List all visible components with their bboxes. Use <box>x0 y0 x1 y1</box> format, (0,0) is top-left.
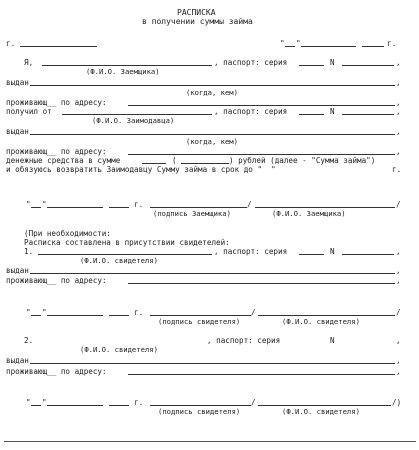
borrower-passport-number-field[interactable] <box>342 65 394 66</box>
witness2-signature-caption: (подпись свидетеля) <box>158 407 241 416</box>
borrower-fio-caption: (Ф.И.О. Заемщика) <box>86 67 160 76</box>
borrower-sign-slash-end: / <box>396 200 401 209</box>
money-paren-open: ( <box>172 156 177 165</box>
witness2-issued-comma: , <box>396 356 401 365</box>
witness1-number-sign: N <box>330 247 335 256</box>
borrower-fio-field[interactable] <box>42 65 212 66</box>
witness2-sign-open-quote: " <box>26 398 31 407</box>
borrower-signature-field[interactable] <box>150 207 247 208</box>
witness1-number: 1. <box>24 247 34 256</box>
lender-address-field[interactable] <box>128 154 395 155</box>
borrower-signature-caption: (подпись Заемщика) <box>153 209 231 218</box>
borrower-residing-label: проживающ__ по адресу: <box>6 98 107 107</box>
place-prefix: г. <box>6 39 16 48</box>
witness2-sign-fio-field[interactable] <box>258 405 391 406</box>
lender-passport-series-field[interactable] <box>299 114 324 115</box>
witness1-residing-label: проживающ__ по адресу: <box>6 276 107 285</box>
witness2-passport-label: , паспорт: серия <box>207 336 281 345</box>
lender-number-sign: N <box>330 107 335 116</box>
witness1-sign-slash: / <box>251 308 256 317</box>
witness1-sign-fio-caption: (Ф.И.О. свидетеля) <box>282 317 360 326</box>
money-rubles-text: ) рублей (далее - "Сумма займа") <box>229 156 376 165</box>
witness2-sign-year-prefix: г. <box>134 398 144 407</box>
borrower-number-sign: N <box>330 58 335 67</box>
lender-received-label: получил от <box>6 107 52 116</box>
lender-residing-comma: , <box>396 147 401 156</box>
borrower-passport-label: , паспорт: серия <box>214 58 288 67</box>
witness1-issued-field[interactable] <box>30 273 395 274</box>
witness2-address-field[interactable] <box>128 374 395 375</box>
witness1-sign-close-quote: " <box>42 308 47 317</box>
witness2-number: 2. <box>24 336 34 345</box>
witness1-sign-open-quote: " <box>26 308 31 317</box>
document-title: РАСПИСКА <box>177 8 216 17</box>
borrower-sign-close-quote: " <box>42 200 47 209</box>
borrower-passport-series-field[interactable] <box>299 65 324 66</box>
borrower-comma: , <box>396 58 401 67</box>
document-subtitle: в получении суммы займа <box>142 17 253 26</box>
witness1-fio-field[interactable] <box>38 254 212 255</box>
borrower-sign-year-field[interactable] <box>109 207 129 208</box>
witness2-comma: , <box>396 336 401 345</box>
place-field[interactable] <box>20 46 97 47</box>
borrower-sign-open-quote: " <box>26 200 31 209</box>
witness2-residing-comma: , <box>396 367 401 376</box>
witness1-passport-number-field[interactable] <box>342 254 394 255</box>
witness2-sign-slash: / <box>251 398 256 407</box>
money-amount-words-field[interactable] <box>181 163 229 164</box>
borrower-issued-comma: , <box>396 78 401 87</box>
borrower-issued-field[interactable] <box>30 85 395 86</box>
lender-comma: , <box>396 107 401 116</box>
witness1-sign-year-prefix: г. <box>134 308 144 317</box>
money-amount-field[interactable] <box>142 163 166 164</box>
money-return-text: и обязуюсь возвратить Заимодавцу Сумму займа в срок до " " <box>6 165 276 174</box>
date-year-field[interactable] <box>362 46 384 47</box>
witness2-sign-year-field[interactable] <box>109 405 129 406</box>
witness1-signature-caption: (подпись свидетеля) <box>158 317 241 326</box>
date-month-field[interactable] <box>301 46 356 47</box>
money-amount-label: денежные средства в сумме <box>6 156 121 165</box>
borrower-sign-fio-caption: (Ф.И.О. Заемщика) <box>272 209 346 218</box>
witness2-fio-caption: (Ф.И.О. свидетеля) <box>80 345 158 354</box>
witness1-sign-fio-field[interactable] <box>258 315 395 316</box>
date-close-quote: " <box>296 39 301 48</box>
witness1-signature-field[interactable] <box>150 315 251 316</box>
lender-issued-caption: (когда, кем) <box>186 137 238 146</box>
witness1-residing-comma: , <box>396 276 401 285</box>
lender-fio-caption: (Ф.И.О. Заимодавца) <box>92 116 175 125</box>
borrower-sign-month-field[interactable] <box>47 207 103 208</box>
borrower-sign-slash: / <box>247 200 252 209</box>
borrower-address-field[interactable] <box>128 105 395 106</box>
witness1-sign-slash-end: / <box>396 308 401 317</box>
witness2-issued-label: выдан <box>6 356 29 365</box>
witness1-issued-label: выдан <box>6 266 29 275</box>
witness2-sign-day-field[interactable] <box>31 405 41 406</box>
witness1-sign-year-field[interactable] <box>109 315 129 316</box>
witness2-sign-close-quote: " <box>42 398 47 407</box>
witness1-issued-comma: , <box>396 266 401 275</box>
lender-issued-field[interactable] <box>30 134 395 135</box>
borrower-intro: Я, <box>24 58 34 67</box>
witness-note: (При необходимости: <box>24 229 111 238</box>
witness2-residing-label: проживающ__ по адресу: <box>6 367 107 376</box>
borrower-issued-caption: (когда, кем) <box>186 88 238 97</box>
money-year-suffix: г. <box>392 165 402 174</box>
witness1-address-field[interactable] <box>128 283 395 284</box>
date-year-prefix: г. <box>387 39 397 48</box>
witness-heading: Расписка составлена в присутствии свидетелей: <box>24 238 230 247</box>
borrower-issued-label: выдан <box>6 78 29 87</box>
witness1-fio-caption: (Ф.И.О. свидетеля) <box>80 256 158 265</box>
lender-fio-field[interactable] <box>62 114 212 115</box>
lender-residing-label: проживающ__ по адресу: <box>6 147 107 156</box>
lender-passport-number-field[interactable] <box>342 114 394 115</box>
borrower-sign-day-field[interactable] <box>31 207 41 208</box>
lender-issued-comma: , <box>396 127 401 136</box>
borrower-sign-fio-field[interactable] <box>255 207 395 208</box>
witness1-sign-month-field[interactable] <box>47 315 103 316</box>
witness1-passport-label: , паспорт: серия <box>214 247 288 256</box>
date-open-quote: " <box>280 39 285 48</box>
witness2-sign-fio-caption: (Ф.И.О. свидетеля) <box>282 407 360 416</box>
witness2-number-sign: N <box>330 336 335 345</box>
lender-issued-label: выдан <box>6 127 29 136</box>
witness2-issued-field[interactable] <box>30 363 395 364</box>
witness2-signature-field[interactable] <box>150 405 251 406</box>
witness1-passport-series-field[interactable] <box>299 254 324 255</box>
lender-passport-label: , паспорт: серия <box>214 107 288 116</box>
witness2-sign-close: /) <box>392 398 402 407</box>
bottom-divider <box>4 441 416 442</box>
witness1-comma: , <box>396 247 401 256</box>
borrower-sign-year-prefix: г. <box>134 200 144 209</box>
date-day-field[interactable] <box>285 46 295 47</box>
borrower-residing-comma: , <box>396 98 401 107</box>
witness1-sign-day-field[interactable] <box>31 315 41 316</box>
witness2-sign-month-field[interactable] <box>47 405 103 406</box>
